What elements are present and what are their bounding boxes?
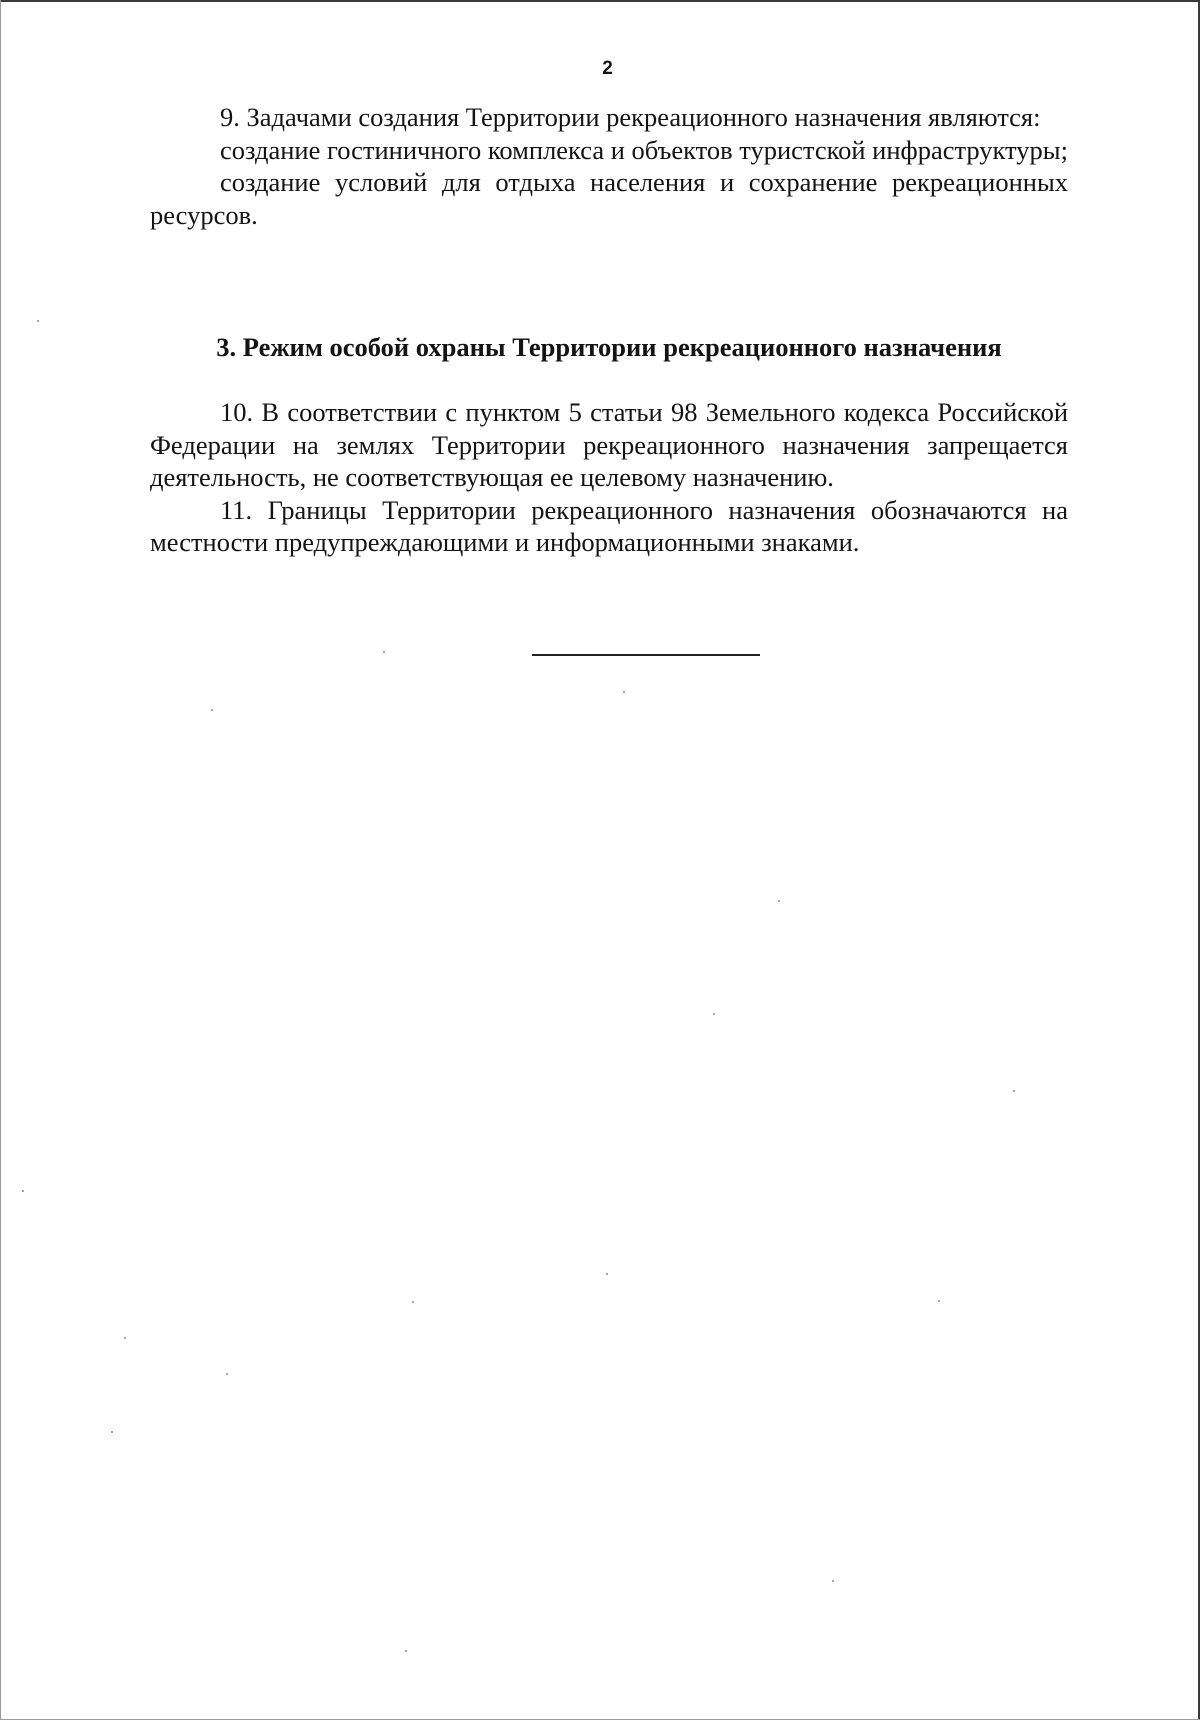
scan-speck [713, 1013, 715, 1015]
scan-speck [124, 1337, 126, 1339]
scan-speck [606, 1273, 608, 1275]
scan-speck [37, 320, 39, 322]
scan-speck [211, 709, 213, 711]
end-of-text-rule [532, 654, 760, 656]
scan-speck [111, 1431, 113, 1433]
scan-edge-top [0, 0, 1200, 2]
section-3-heading: 3. Режим особой охраны Территории рекреационного назначения [216, 332, 1002, 362]
item-9-task-1: создание гостиничного комплекса и объектов туристской инфраструктуры; [220, 134, 1068, 165]
scan-speck [226, 1373, 228, 1375]
scan-speck [832, 1580, 834, 1582]
scan-speck [778, 900, 780, 902]
item-9-block [150, 101, 1068, 231]
item-9-intro: 9. Задачами создания Территории рекреационного назначения являются: [220, 102, 1041, 132]
scan-speck [623, 691, 625, 693]
scan-speck [383, 651, 385, 653]
item-10: 10. В соответствии с пунктом 5 статьи 98 Земельного кодекса Российской Федерации на землях Территории рекреационного назначения запрещается деятельность, не соответствующая ее целевому назначению. [150, 397, 1068, 492]
item-9-task-2: создание условий для отдыха населения и сохранение рекреационных ресурсов. [150, 167, 1068, 230]
scan-edge-left [0, 0, 1, 1720]
scan-speck [412, 1301, 414, 1303]
page-number: 2 [602, 58, 613, 79]
scan-speck [22, 1190, 24, 1192]
section-3-block [150, 396, 1068, 559]
scan-speck [1013, 1090, 1015, 1092]
item-11: 11. Границы Территории рекреационного назначения обозначаются на местности предупреждающими и информационными знаками. [150, 494, 1068, 557]
scan-speck [938, 1300, 940, 1302]
scan-speck [405, 1650, 407, 1652]
